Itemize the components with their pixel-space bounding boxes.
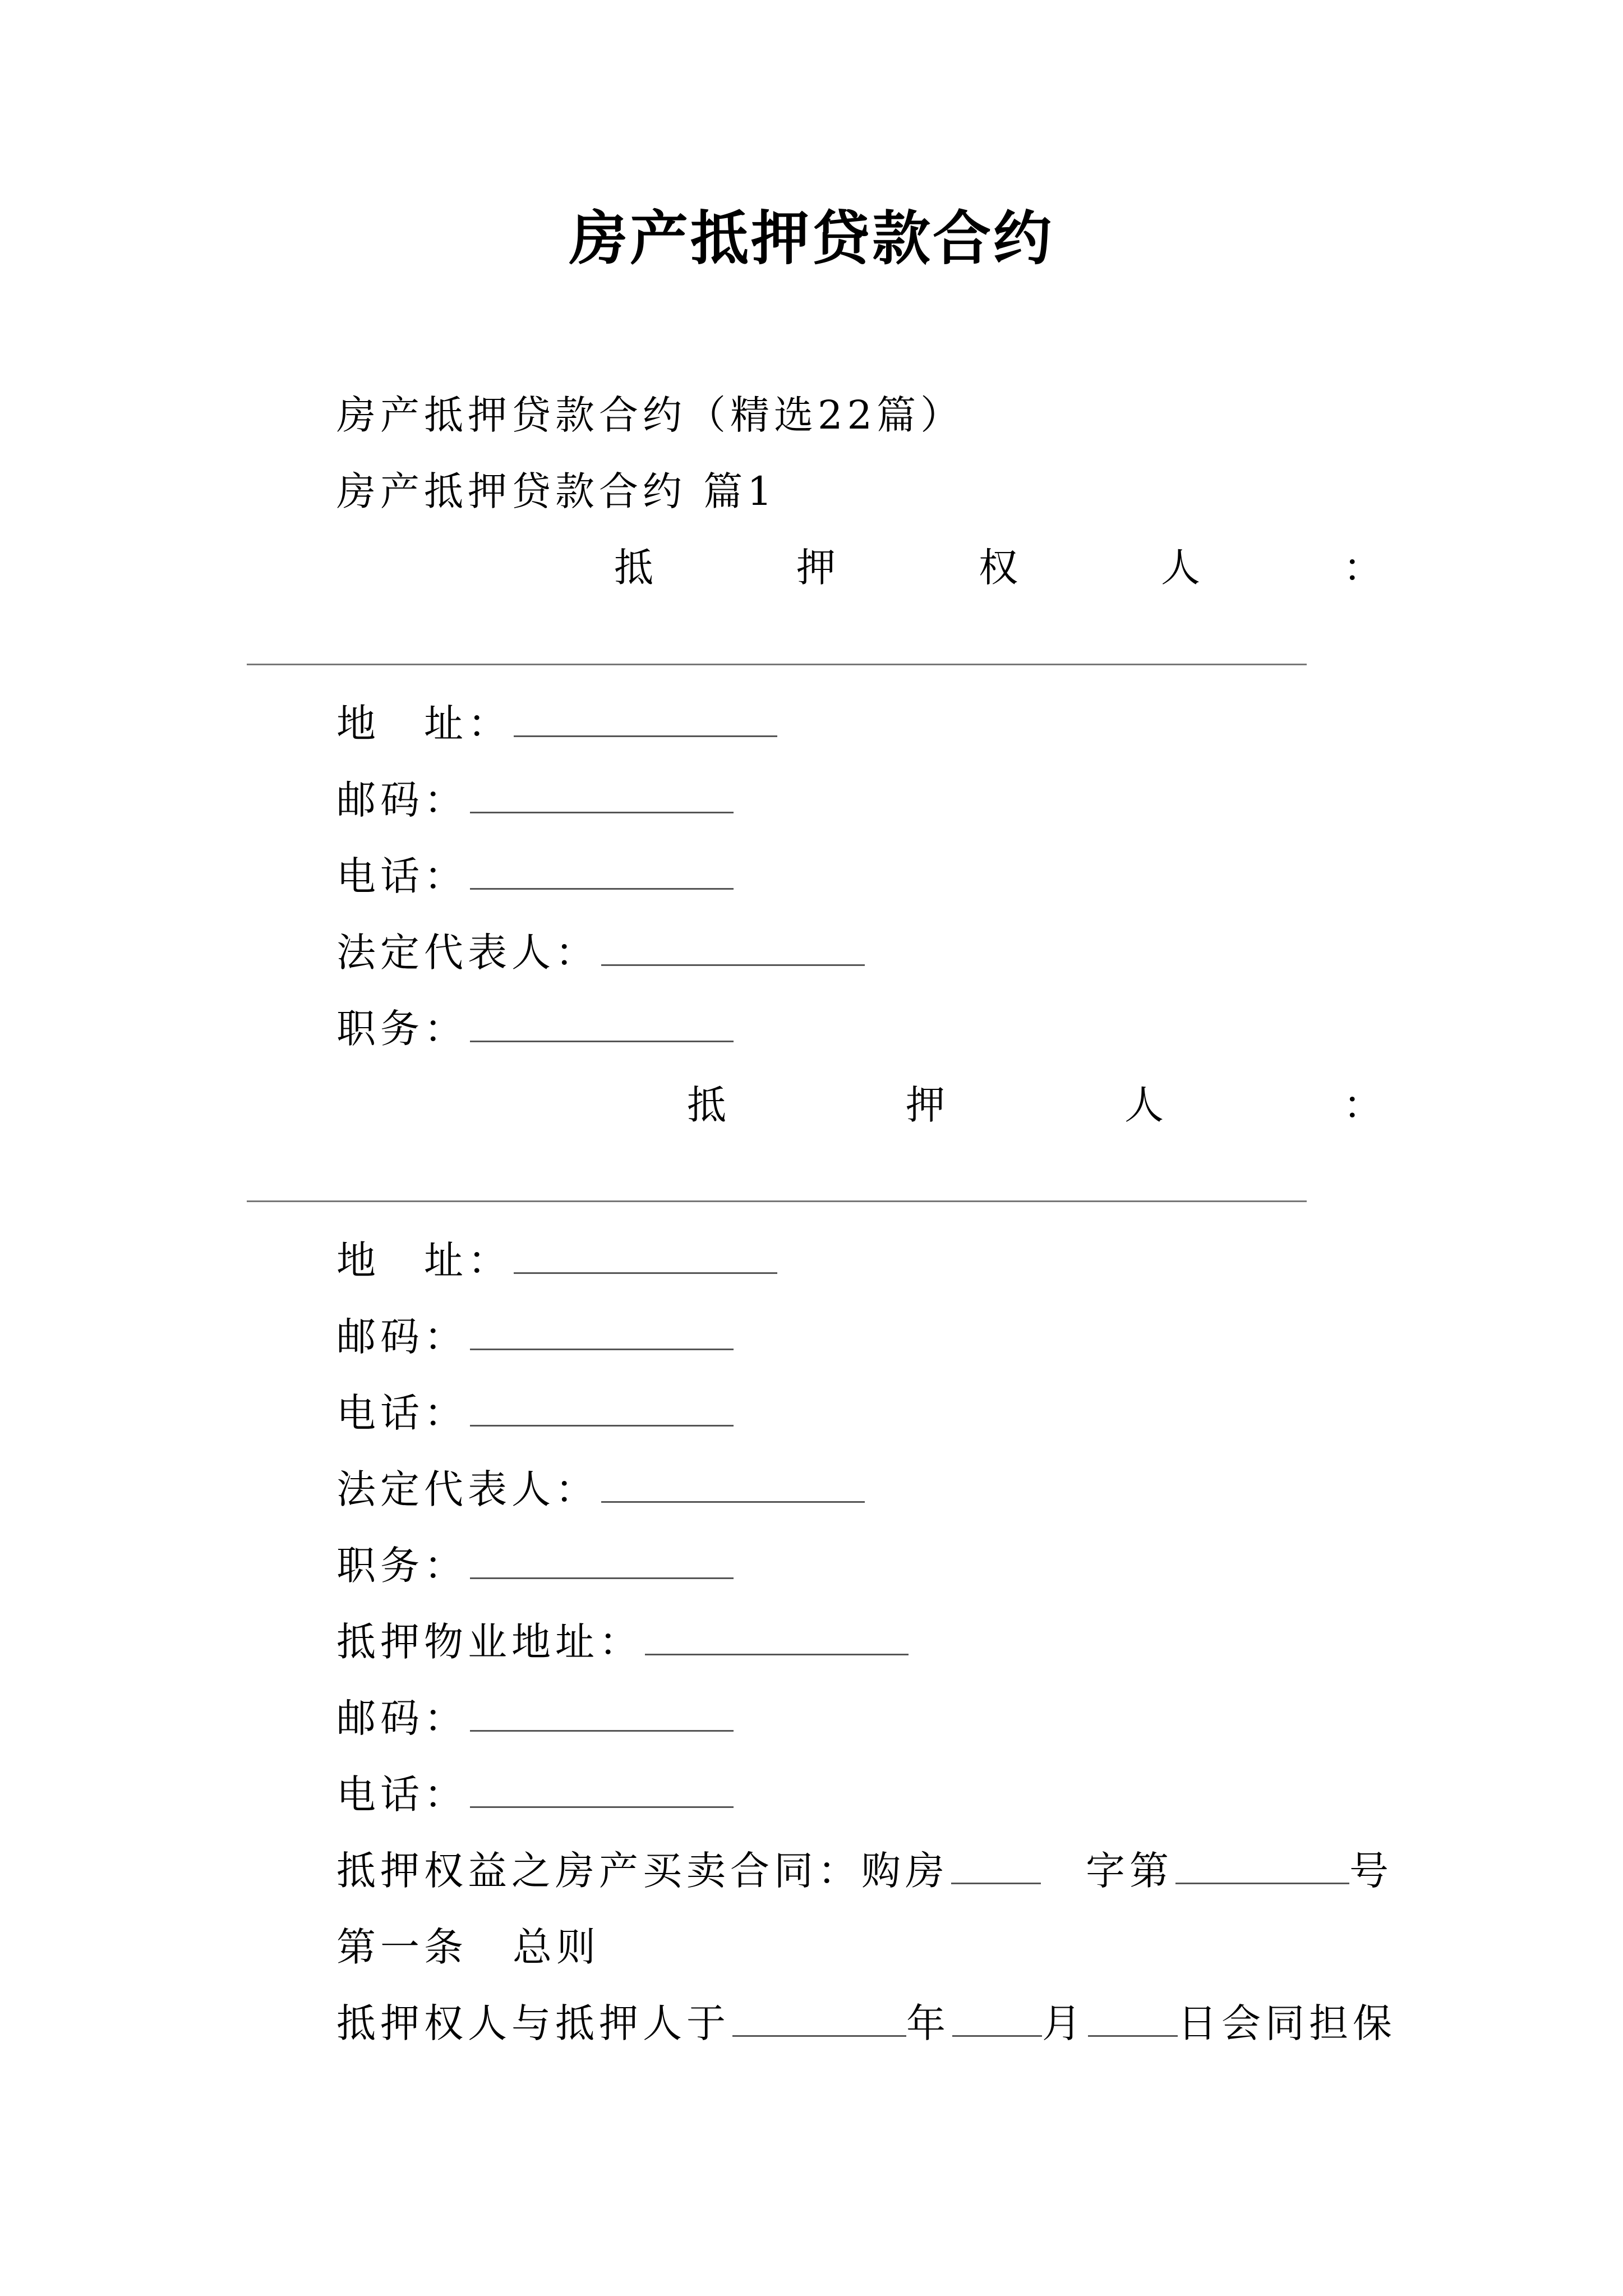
mortgagor-char: 押 [906,1082,945,1128]
mortgagee-char: 人 [1161,545,1200,591]
field-blank[interactable] [470,1006,734,1042]
document-subtitle: 房产抵押贷款合约（精选22篇） [336,392,965,438]
field-row [336,772,734,828]
field-row [336,1232,777,1289]
year-label: 年 [906,2000,950,2046]
field-label: 邮码： [336,1314,468,1360]
mortgagee-name-blank[interactable] [247,664,1307,665]
field-blank[interactable] [470,1695,734,1732]
field-row [336,1690,734,1746]
mortgagor-char: ： [1343,1082,1382,1128]
field-label: 电话： [336,853,468,899]
month-blank[interactable] [952,2000,1042,2037]
contract-prefix: 抵押权益之房产买卖合同：购房 [336,1848,949,1894]
field-label: 电话： [336,1772,468,1818]
month-label: 月 [1042,2000,1086,2046]
field-label: 地 址： [336,701,511,747]
field-label: 职务： [336,1543,468,1589]
section-heading: 房产抵押贷款合约 篇1 [336,468,777,514]
article-name: 总则 [513,1924,600,1970]
field-blank[interactable] [470,1390,734,1427]
field-row [336,1614,909,1670]
field-row [336,1385,734,1441]
field-label: 法定代表人： [336,1466,599,1512]
year-blank[interactable] [732,2000,906,2037]
field-blank[interactable] [514,1237,777,1274]
field-blank[interactable] [514,701,777,737]
field-blank[interactable] [601,930,865,966]
field-row [336,1001,734,1057]
field-blank[interactable] [470,1314,734,1350]
field-row [336,1461,865,1517]
mortgagor-char: 人 [1124,1082,1164,1128]
field-row [336,1766,734,1823]
article-number: 第一条 [336,1924,468,1970]
mortgagee-char: 押 [796,545,836,591]
field-blank[interactable] [645,1619,909,1655]
mortgagor-char: 抵 [687,1082,726,1128]
mortgagee-char: ： [1343,545,1382,591]
day-label: 日会同担保 [1178,2000,1396,2046]
field-label: 邮码： [336,1695,468,1741]
contract-mid: 字第 [1086,1848,1173,1894]
field-label: 地 址： [336,1237,511,1283]
field-blank[interactable] [470,1772,734,1808]
field-label: 抵押物业地址： [336,1619,643,1665]
field-blank[interactable] [601,1466,865,1503]
field-row [336,924,865,981]
mortgagee-char: 抵 [614,545,653,591]
field-blank[interactable] [470,777,734,813]
contract-suffix: 号 [1349,1848,1393,1894]
field-blank[interactable] [470,1543,734,1579]
document-title: 房产抵押贷款合约 [569,204,1054,273]
field-label: 邮码： [336,777,468,823]
field-label: 职务： [336,1006,468,1052]
body-prefix: 抵押权人与抵押人于 [336,2000,730,2046]
field-label: 电话： [336,1390,468,1436]
mortgagor-name-blank[interactable] [247,1200,1307,1202]
field-row [336,1309,734,1365]
contract-number-blank[interactable] [1175,1848,1349,1884]
contract-reference-line [336,1843,1393,1899]
field-row [336,848,734,904]
field-row [336,696,777,752]
body-line [336,1995,1396,2051]
contract-blank[interactable] [951,1848,1041,1884]
field-label: 法定代表人： [336,930,599,976]
field-row [336,1538,734,1594]
field-blank[interactable] [470,853,734,890]
article-heading [336,1919,600,1975]
mortgagee-char: 权 [979,545,1018,591]
day-blank[interactable] [1088,2000,1178,2037]
